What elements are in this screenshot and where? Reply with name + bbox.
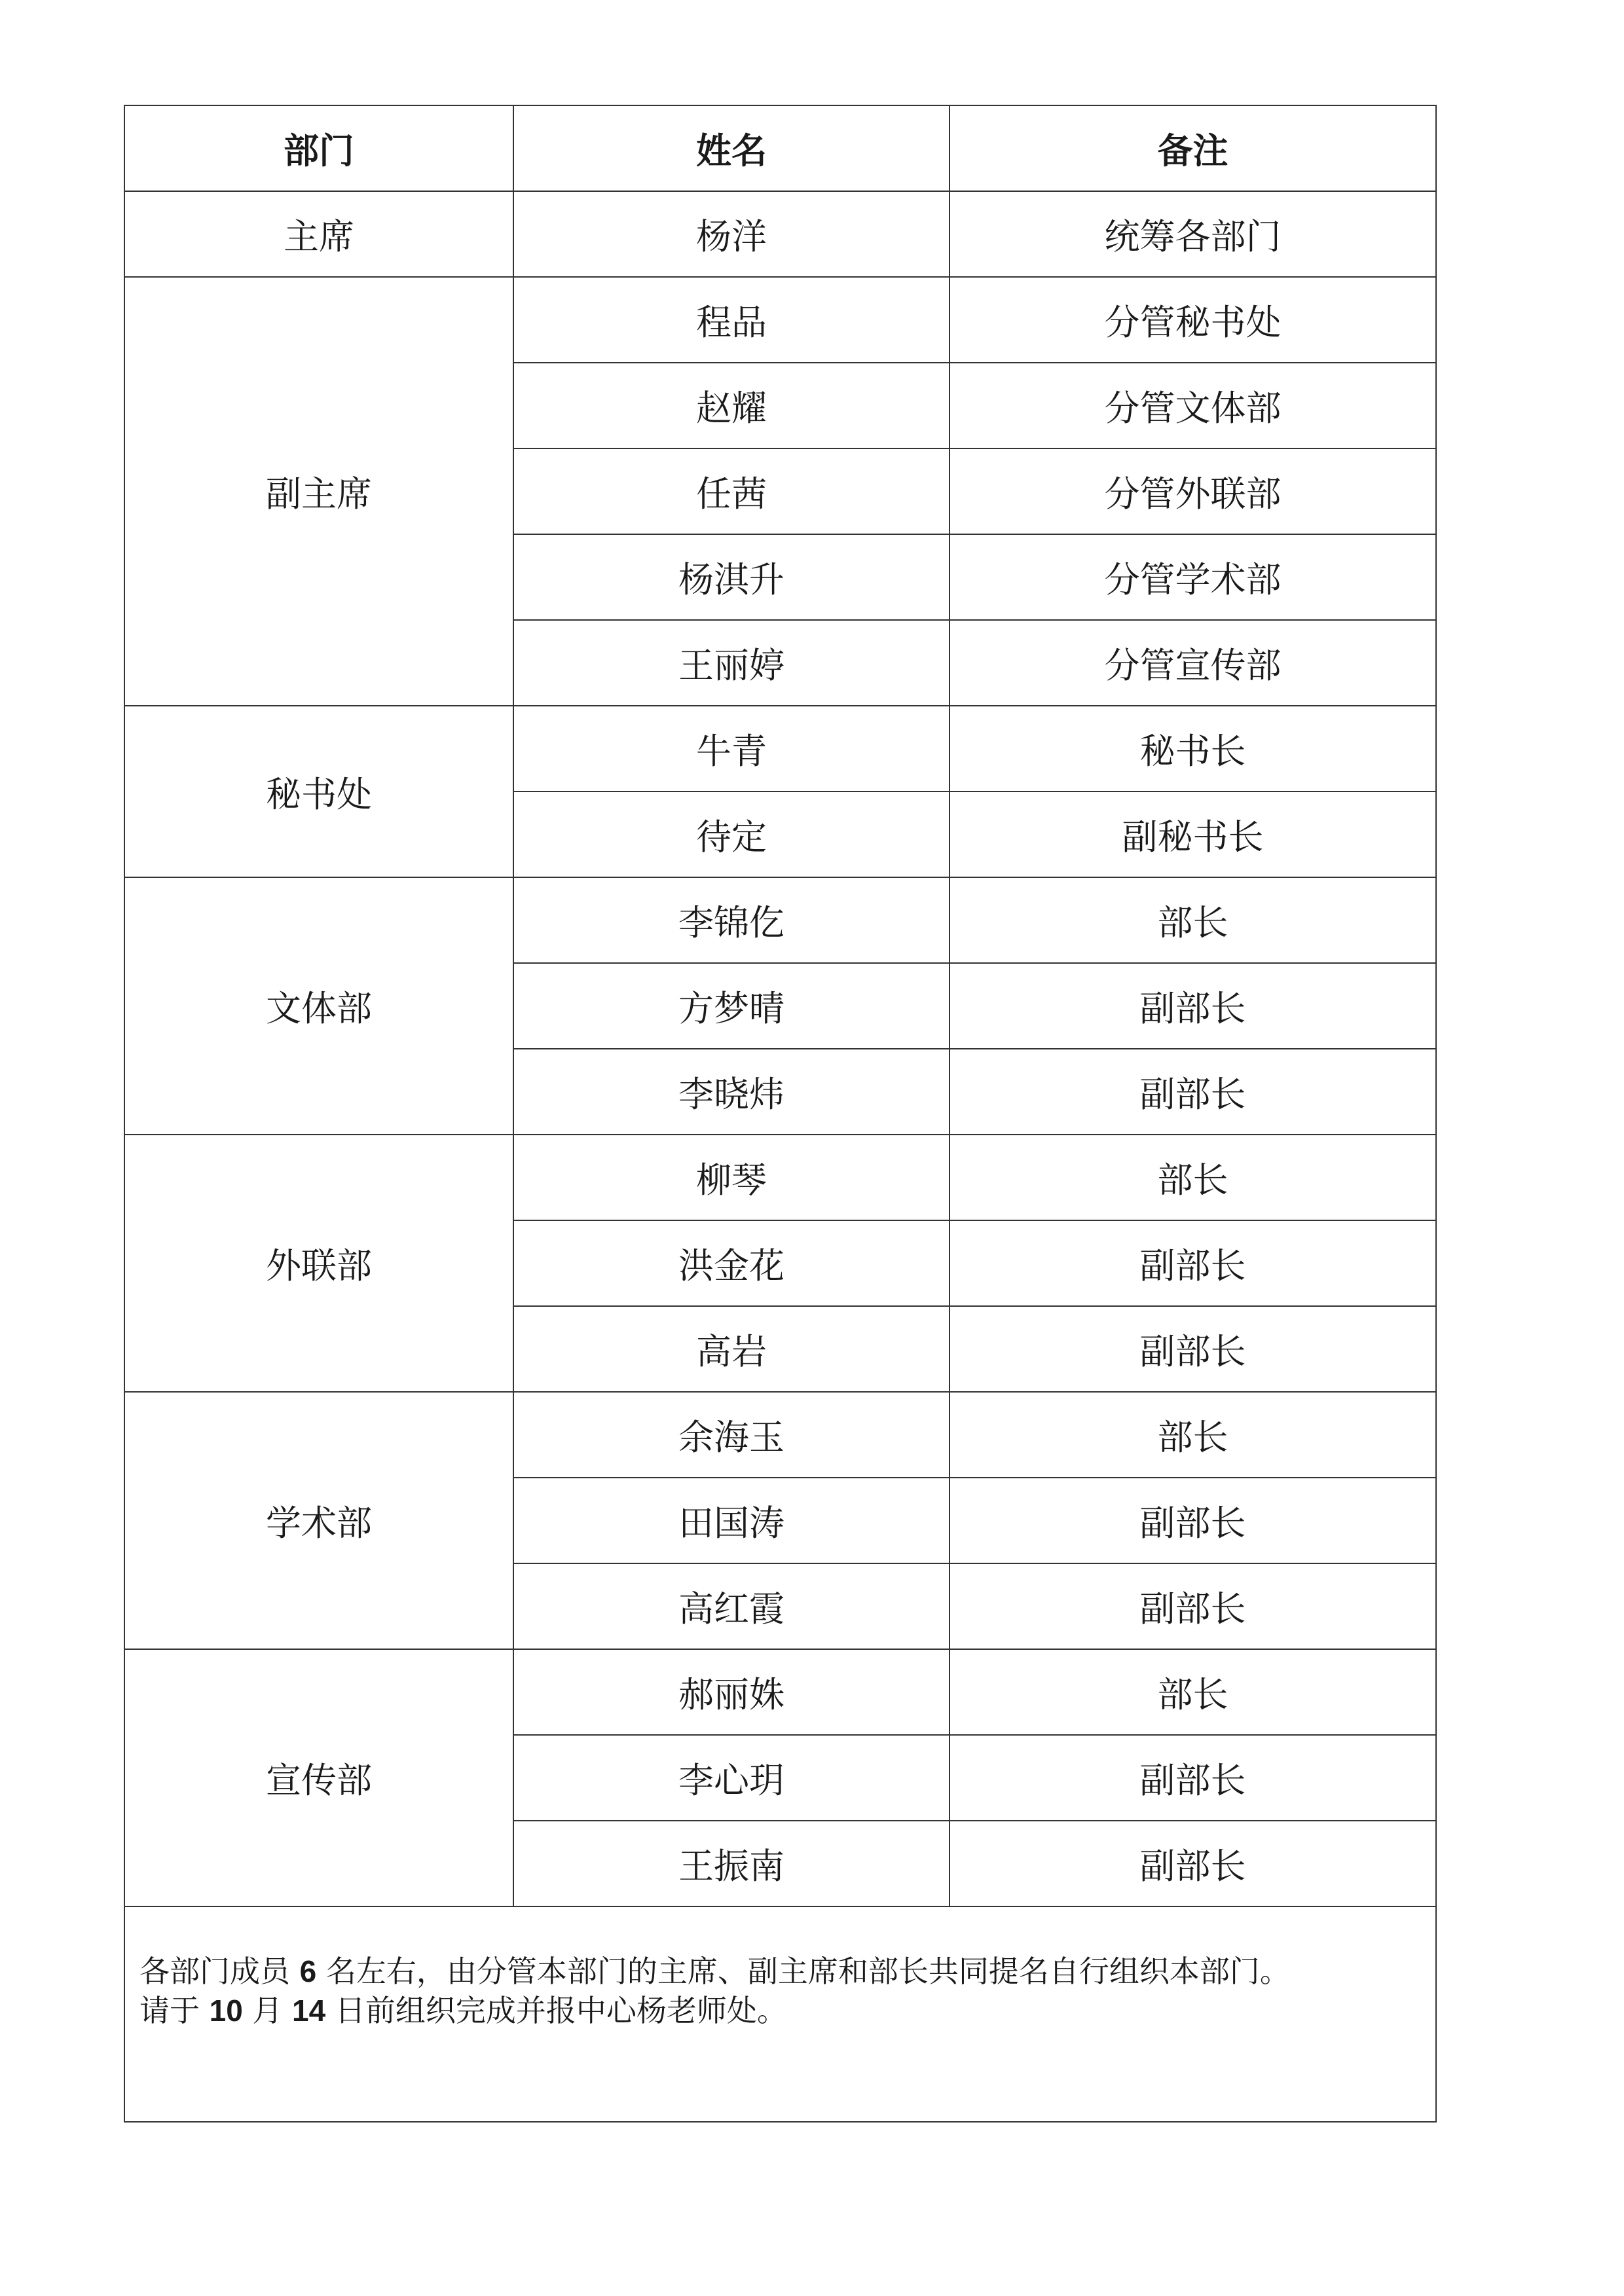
note-cell: 副部长 (950, 1821, 1436, 1906)
name-cell: 牛青 (513, 706, 950, 792)
note-cell: 副部长 (950, 1478, 1436, 1563)
note-cell: 副部长 (950, 1220, 1436, 1306)
dept-cell: 学术部 (124, 1392, 513, 1649)
name-cell: 待定 (513, 792, 950, 877)
header-dept: 部门 (124, 105, 513, 191)
dept-cell: 文体部 (124, 877, 513, 1135)
note-cell: 部长 (950, 877, 1436, 963)
dept-cell: 宣传部 (124, 1649, 513, 1906)
name-cell: 杨洋 (513, 191, 950, 277)
table-row (124, 277, 1436, 363)
note-cell: 部长 (950, 1392, 1436, 1478)
note-cell: 副部长 (950, 1563, 1436, 1649)
dept-cell: 副主席 (124, 277, 513, 706)
name-cell: 方梦晴 (513, 963, 950, 1049)
header-row (124, 105, 1436, 191)
note-cell: 副部长 (950, 1735, 1436, 1821)
note-cell: 副部长 (950, 1049, 1436, 1135)
table-row (124, 191, 1436, 277)
footer-note-row (124, 1906, 1436, 2122)
name-cell: 高岩 (513, 1306, 950, 1392)
header-name: 姓名 (513, 105, 950, 191)
footer-note-line-2: 请于 10 月 14 日前组织完成并报中心杨老师处。 (139, 1993, 787, 2028)
note-cell: 副部长 (950, 1306, 1436, 1392)
table-row (124, 877, 1436, 963)
name-cell: 杨淇升 (513, 534, 950, 620)
note-cell: 分管宣传部 (950, 620, 1436, 706)
name-cell: 程品 (513, 277, 950, 363)
note-cell: 分管秘书处 (950, 277, 1436, 363)
dept-cell: 秘书处 (124, 706, 513, 877)
name-cell: 洪金花 (513, 1220, 950, 1306)
name-cell: 李晓炜 (513, 1049, 950, 1135)
roster-table (124, 105, 1437, 2123)
table-row (124, 1392, 1436, 1478)
note-cell: 分管学术部 (950, 534, 1436, 620)
name-cell: 高红霞 (513, 1563, 950, 1649)
table-row (124, 706, 1436, 792)
note-cell: 副秘书长 (950, 792, 1436, 877)
footer-note-line-1: 各部门成员 6 名左右，由分管本部门的主席、副主席和部长共同提名自行组织本部门。 (139, 1954, 1290, 1989)
note-cell: 部长 (950, 1649, 1436, 1735)
note-cell: 部长 (950, 1135, 1436, 1220)
note-cell: 分管文体部 (950, 363, 1436, 448)
note-cell: 分管外联部 (950, 448, 1436, 534)
name-cell: 王振南 (513, 1821, 950, 1906)
note-cell: 副部长 (950, 963, 1436, 1049)
table-row (124, 1649, 1436, 1735)
name-cell: 郝丽姝 (513, 1649, 950, 1735)
header-note: 备注 (950, 105, 1436, 191)
note-cell: 秘书长 (950, 706, 1436, 792)
name-cell: 余海玉 (513, 1392, 950, 1478)
note-cell: 统筹各部门 (950, 191, 1436, 277)
dept-cell: 主席 (124, 191, 513, 277)
name-cell: 王丽婷 (513, 620, 950, 706)
table-row (124, 1135, 1436, 1220)
dept-cell: 外联部 (124, 1135, 513, 1392)
footer-note (124, 1906, 1436, 2122)
name-cell: 田国涛 (513, 1478, 950, 1563)
name-cell: 任茜 (513, 448, 950, 534)
name-cell: 李锦仡 (513, 877, 950, 963)
name-cell: 柳琴 (513, 1135, 950, 1220)
name-cell: 赵耀 (513, 363, 950, 448)
name-cell: 李心玥 (513, 1735, 950, 1821)
